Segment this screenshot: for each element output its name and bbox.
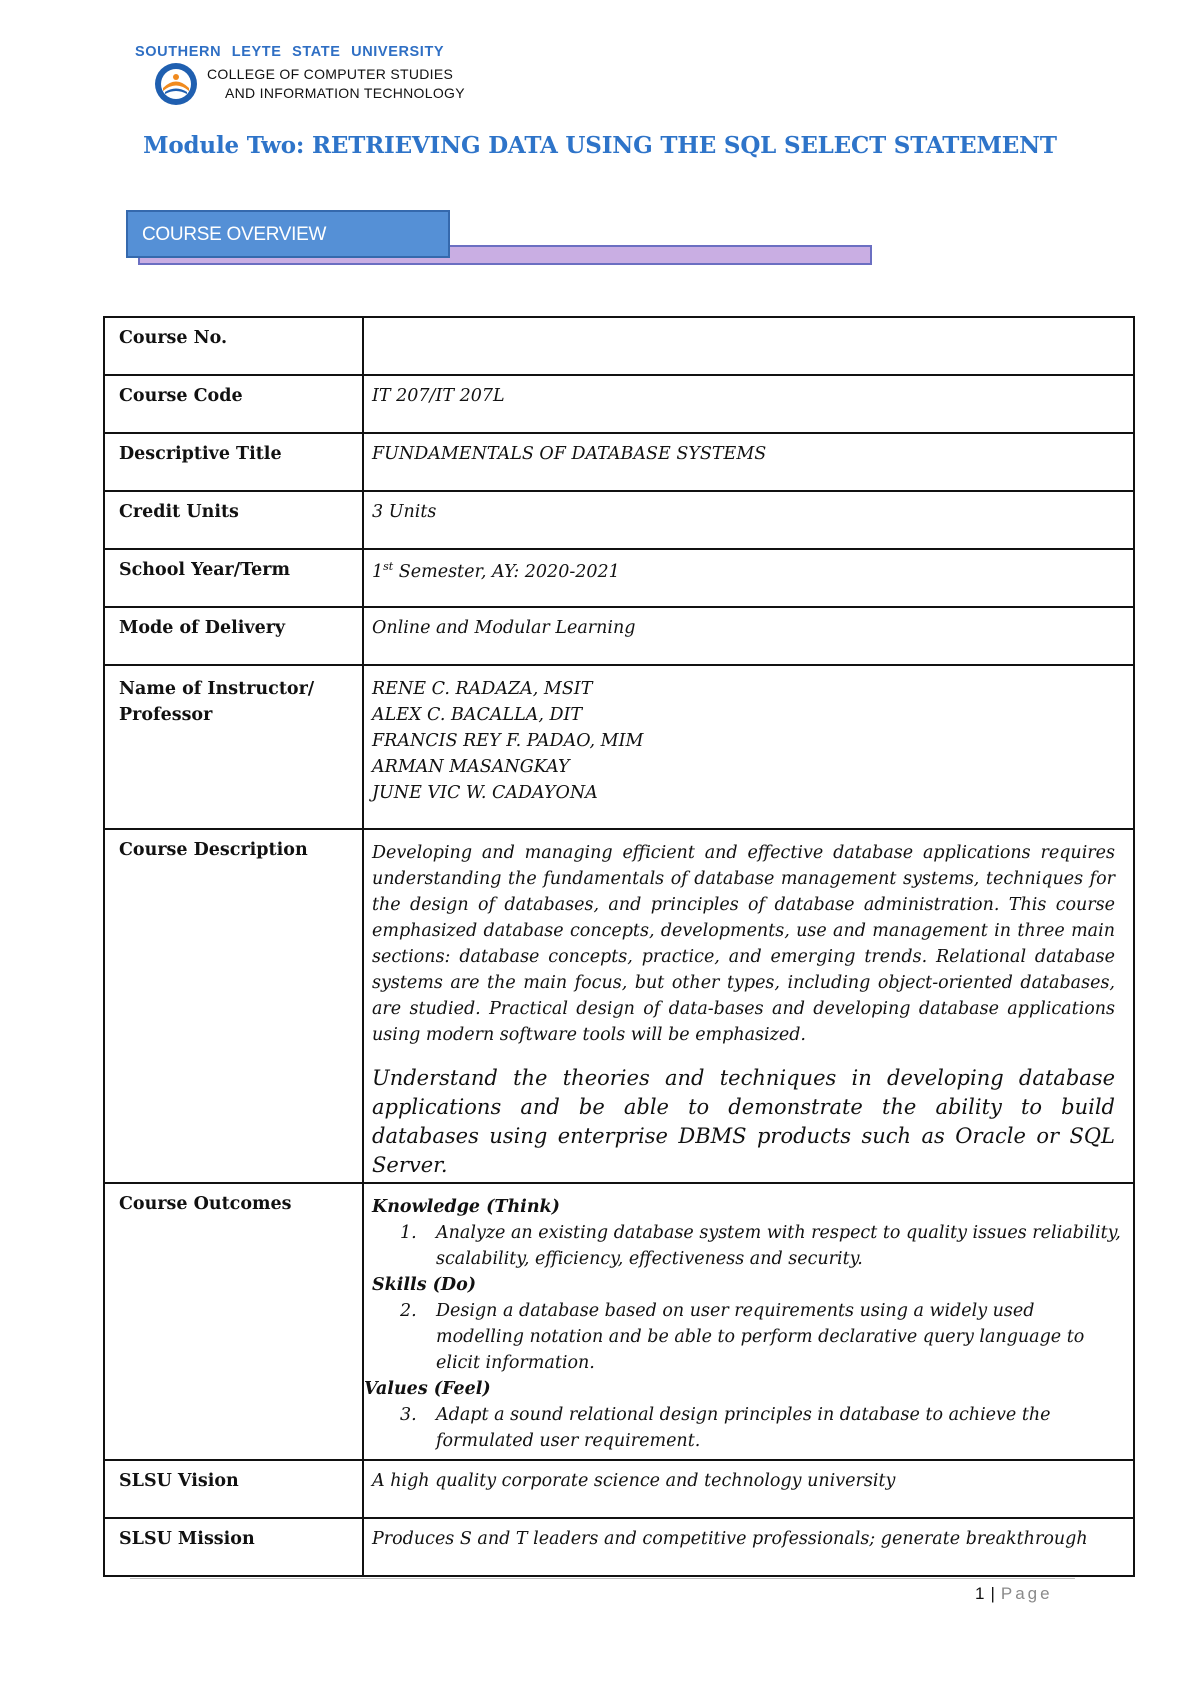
instructor-name: ARMAN MASANGKAY xyxy=(372,757,570,777)
university-name: SOUTHERN LEYTE STATE UNIVERSITY xyxy=(135,44,445,60)
page-label: Page xyxy=(1000,1584,1053,1603)
table-row xyxy=(104,433,1134,491)
table-row xyxy=(104,1460,1134,1518)
course-outcomes-label: Course Outcomes xyxy=(104,1183,363,1460)
table-row xyxy=(104,317,1134,375)
course-description-paragraph: Developing and managing efficient and effective database applications requires understanding the fundamentals of database management systems, techniques for the design of databases, and principles of database administration. This course emphasized database concepts, developments, use and management in three main sections: database concepts, practice, and emerging trends. Relational database systems are the main focus, but other types, including object-oriented databases, are studied. Practical design of data-bases and developing database applications using modern software tools will be emphasized. xyxy=(372,843,1115,1045)
course-no-value xyxy=(363,317,1134,375)
outcome-number: 1. xyxy=(400,1223,417,1243)
college-name-line1: COLLEGE OF COMPUTER STUDIES xyxy=(207,66,454,82)
descriptive-title-label: Descriptive Title xyxy=(104,433,363,491)
instructor-label-line2: Professor xyxy=(119,705,213,725)
page-number: 1 xyxy=(975,1584,985,1603)
values-heading: Values (Feel) xyxy=(364,1379,491,1399)
instructor-name: RENE C. RADAZA, MSIT xyxy=(372,679,593,699)
outcome-number: 2. xyxy=(400,1301,417,1321)
table-row xyxy=(104,375,1134,433)
vision-label: SLSU Vision xyxy=(104,1460,363,1518)
footer-divider xyxy=(130,1578,1075,1579)
course-code-label: Course Code xyxy=(104,375,363,433)
outcome-number: 3. xyxy=(400,1405,417,1425)
table-row xyxy=(104,491,1134,549)
skills-heading: Skills (Do) xyxy=(372,1275,477,1295)
outcome-text: Design a database based on user requirements using a widely used modelling notation and be able to perform declarative query language to elicit information. xyxy=(436,1301,1085,1373)
outcome-text: Analyze an existing database system with respect to quality issues reliability, scalability, efficiency, effectiveness and security. xyxy=(436,1223,1121,1269)
mission-label: SLSU Mission xyxy=(104,1518,363,1576)
course-description-label: Course Description xyxy=(104,829,363,1183)
school-year-label: School Year/Term xyxy=(104,549,363,607)
outcome-item xyxy=(372,1220,1123,1272)
school-year-text: Semester, AY: 2020-2021 xyxy=(393,561,620,582)
table-row xyxy=(104,549,1134,607)
course-description-cell xyxy=(363,829,1134,1183)
table-row xyxy=(104,829,1134,1183)
instructor-name: FRANCIS REY F. PADAO, MIM xyxy=(372,731,644,751)
module-title: Module Two: RETRIEVING DATA USING THE SQL SELECT STATEMENT xyxy=(143,132,1057,159)
mode-of-delivery-value: Online and Modular Learning xyxy=(363,607,1134,665)
instructor-name: JUNE VIC W. CADAYONA xyxy=(372,783,598,803)
course-code-value: IT 207/IT 207L xyxy=(363,375,1134,433)
page-footer xyxy=(975,1584,1053,1604)
instructor-label-line1: Name of Instructor/ xyxy=(119,679,315,699)
university-seal-icon xyxy=(153,61,199,107)
vision-value: A high quality corporate science and technology university xyxy=(363,1460,1134,1518)
table-row xyxy=(104,607,1134,665)
overview-label: COURSE OVERVIEW xyxy=(142,224,327,245)
document-header xyxy=(135,44,735,114)
outcome-text: Adapt a sound relational design principles in database to achieve the formulated user requirement. xyxy=(436,1405,1051,1451)
table-row xyxy=(104,1518,1134,1576)
page-separator: | xyxy=(990,1584,995,1603)
mission-value: Produces S and T leaders and competitive professionals; generate breakthrough xyxy=(363,1518,1134,1576)
descriptive-title-value: FUNDAMENTALS OF DATABASE SYSTEMS xyxy=(363,433,1134,491)
table-row xyxy=(104,665,1134,829)
course-description-goal: Understand the theories and techniques in developing database applications and be able to demonstrate the ability to build databases using enterprise DBMS products such as Oracle or SQL Server. xyxy=(372,1066,1115,1177)
credit-units-label: Credit Units xyxy=(104,491,363,549)
table-row xyxy=(104,1183,1134,1460)
knowledge-heading: Knowledge (Think) xyxy=(372,1197,560,1217)
outcome-item xyxy=(372,1402,1123,1454)
instructor-name: ALEX C. BACALLA, DIT xyxy=(372,705,583,725)
school-year-ordinal: 1 xyxy=(372,561,384,582)
outcome-item xyxy=(372,1298,1123,1376)
school-year-ordinal-suffix: st xyxy=(383,560,394,573)
course-overview-table xyxy=(103,316,1135,1577)
school-year-value xyxy=(363,549,1134,607)
college-name-line2: AND INFORMATION TECHNOLOGY xyxy=(225,85,465,101)
instructor-label xyxy=(104,665,363,829)
course-no-label: Course No. xyxy=(104,317,363,375)
course-outcomes-cell xyxy=(363,1183,1134,1460)
credit-units-value: 3 Units xyxy=(363,491,1134,549)
instructor-list xyxy=(363,665,1134,829)
mode-of-delivery-label: Mode of Delivery xyxy=(104,607,363,665)
